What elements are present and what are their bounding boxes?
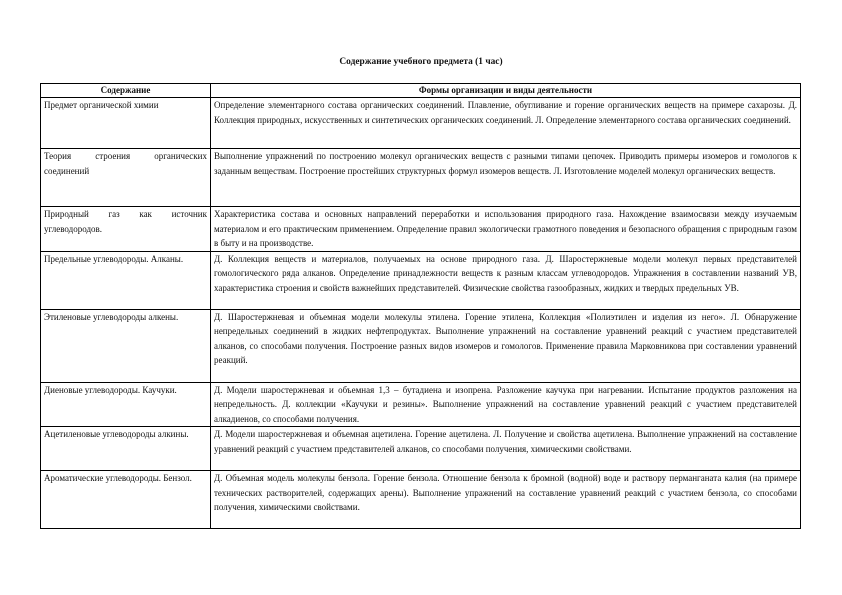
table-row [41, 309, 801, 382]
table-row [41, 149, 801, 207]
content-table [40, 83, 801, 529]
header-content: Содержание [41, 84, 211, 98]
activities-cell: Д. Модели шаростержневая и объемная ацетилена. Горение ацетилена. Л. Получение и свойства ацетилена. Выполнение упражнений на составление уравнений реакций с участием представителей алканов, со способами получения, химическими свойствами. [211, 427, 801, 471]
table-header-row [41, 84, 801, 98]
table-row [41, 382, 801, 427]
activities-cell: Д. Объемная модель молекулы бензола. Горение бензола. Отношение бензола к бромной (водной) воде и раствору перманганата калия (на примере технических растворителей, содержащих арены). Выполнение упражнений на составление уравнений реакций с участием бензола, со способами получения, химическими свойствами. [211, 471, 801, 529]
activities-cell: Выполнение упражнений по построению молекул органических веществ с разными типами цепочек. Приводить примеры изомеров и гомологов к заданным веществам. Построение простейших структурных формул изомеров веществ. Л. Изготовление моделей молекул органических веществ. [211, 149, 801, 207]
activities-cell: Определение элементарного состава органических соединений. Плавление, обугливание и горение органических веществ на примере сахарозы. Д. Коллекция природных, искусственных и синтетических органических соединений. Л. Определение элементарного состава органических соединений. [211, 98, 801, 149]
table-row [41, 427, 801, 471]
topic-cell: Предельные углеводороды. Алканы. [41, 251, 211, 309]
topic-cell: Предмет органической химии [41, 98, 211, 149]
table-row [41, 98, 801, 149]
activities-cell: Д. Шаростержневая и объемная модели молекулы этилена. Горение этилена, Коллекция «Полиэтилен и изделия из него». Л. Обнаружение непредельных соединений в жидких нефтепродуктах. Выполнение упражнений на составление уравнений реакций с участием представителей алканов, со способами получения. Построение разных видов изомеров и гомологов. Применение правила Марковникова при составлении уравнений реакций. [211, 309, 801, 382]
table-row [41, 251, 801, 309]
topic-cell: Теория строения органических соединений [41, 149, 211, 207]
topic-cell: Диеновые углеводороды. Каучуки. [41, 382, 211, 427]
header-activities: Формы организации и виды деятельности [211, 84, 801, 98]
topic-cell: Ароматические углеводороды. Бензол. [41, 471, 211, 529]
page-title: Содержание учебного предмета (1 час) [339, 57, 503, 67]
topic-cell: Природный газ как источник углеводородов. [41, 207, 211, 252]
activities-cell: Характеристика состава и основных направлений переработки и использования природного газа. Нахождение взаимосвязи между изучаемым материалом и его практическим применением. Определение правил экологически грамотного поведения и безопасного обращения с природным газом в быту и на производстве. [211, 207, 801, 252]
table-row [41, 471, 801, 529]
activities-cell: Д. Модели шаростержневая и объемная 1,3 – бутадиена и изопрена. Разложение каучука при нагревании. Испытание продуктов разложения на непредельность. Д. коллекции «Каучуки и резины». Выполнение упражнений на составление уравнений реакций с участием представителей алкадиенов, со способами получения. [211, 382, 801, 427]
topic-cell: Ацетиленовые углеводороды алкины. [41, 427, 211, 471]
activities-cell: Д. Коллекция веществ и материалов, получаемых на основе природного газа. Д. Шаростержневые модели молекул первых представителей гомологического ряда алканов. Определение принадлежности веществ к разным классам углеводородов. Упражнения в составлении названий УВ, характеристика строения и свойств важнейших представителей. Физические свойства газообразных, жидких и твердых предельных УВ. [211, 251, 801, 309]
topic-cell: Этиленовые углеводороды алкены. [41, 309, 211, 382]
table-row [41, 207, 801, 252]
